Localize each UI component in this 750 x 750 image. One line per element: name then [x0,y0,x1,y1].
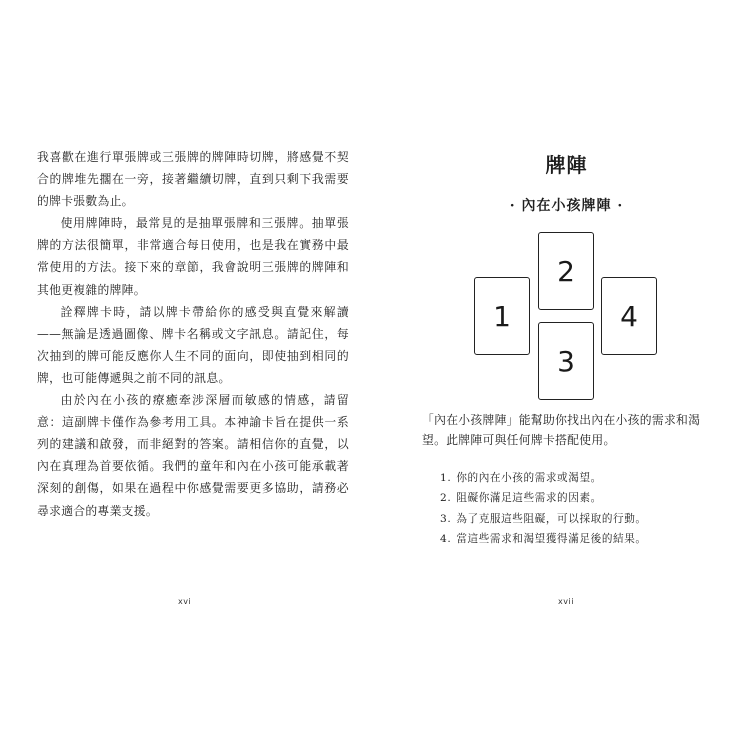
paragraph-interpretation: 詮釋牌卡時，請以牌卡帶給你的感受與直覺來解讀——無論是透過圖像、牌卡名稱或文字訊息。請記住，每次抽到的牌可能反應你人生不同的面向，即使抽到相同的牌，也可能傳遞與之前不同的訊息。 [37,304,349,385]
list-item-number: 1. [440,472,452,484]
position-meanings-list [440,468,730,549]
card-position-4 [601,277,657,355]
left-page-body-text [37,146,349,522]
page-number-right: xvii [558,597,574,606]
spread-subtitle: · 內在小孩牌陣 · [509,198,624,214]
paragraph-common-spreads: 使用牌陣時，最常見的是抽單張牌和三張牌。抽單張牌的方法很簡單，非常適合每日使用，也是我在實務中最常使用的方法。接下來的章節，我會說明三張牌的牌陣和其他更複雜的牌陣。 [37,216,349,297]
list-item-number: 2. [440,492,452,505]
page-number-left: xvi [178,597,192,606]
list-item [440,529,730,549]
list-item-text: 阻礙你滿足這些需求的因素。 [456,492,602,505]
list-item-text: 為了克服這些阻礙，可以採取的行動。 [456,512,647,525]
list-item-text: 你的內在小孩的需求或渴望。 [456,472,602,484]
list-item-number: 4. [440,532,452,545]
list-item [440,488,730,508]
card-position-1 [474,277,530,355]
spread-description: 「內在小孩牌陣」能幫助你找出內在小孩的需求和渴望。此牌陣可與任何牌卡搭配使用。 [422,413,701,447]
card-position-3 [538,322,594,400]
paragraph-shuffling: 我喜歡在進行單張牌或三張牌的牌陣時切牌，將感覺不契合的牌堆先擱在一旁，接著繼續切牌，直到只剩下我需要的牌卡張數為止。 [37,150,349,209]
card-number-4: 4 [620,299,638,333]
list-item [440,468,730,488]
list-item-number: 3. [440,512,452,525]
card-position-2 [538,232,594,310]
right-page [375,0,750,750]
page-title: 牌陣 [545,153,588,177]
paragraph-disclaimer: 由於內在小孩的療癒牽涉深層而敏感的情感，請留意：這副牌卡僅作為參考用工具。本神諭卡旨在提供一系列的建議和啟發，而非絕對的答案。請相信你的直覺，以內在真理為首要依循。我們的童年和內在小孩可能承載著深刻的創傷，如果在過程中你感覺需要更多協助，請務必尋求適合的專業支援。 [37,393,349,518]
list-item-text: 當這些需求和渴望獲得滿足後的結果。 [456,532,647,545]
list-item [440,509,730,529]
card-number-2: 2 [557,254,575,288]
card-number-3: 3 [557,344,575,378]
card-number-1: 1 [493,299,511,333]
